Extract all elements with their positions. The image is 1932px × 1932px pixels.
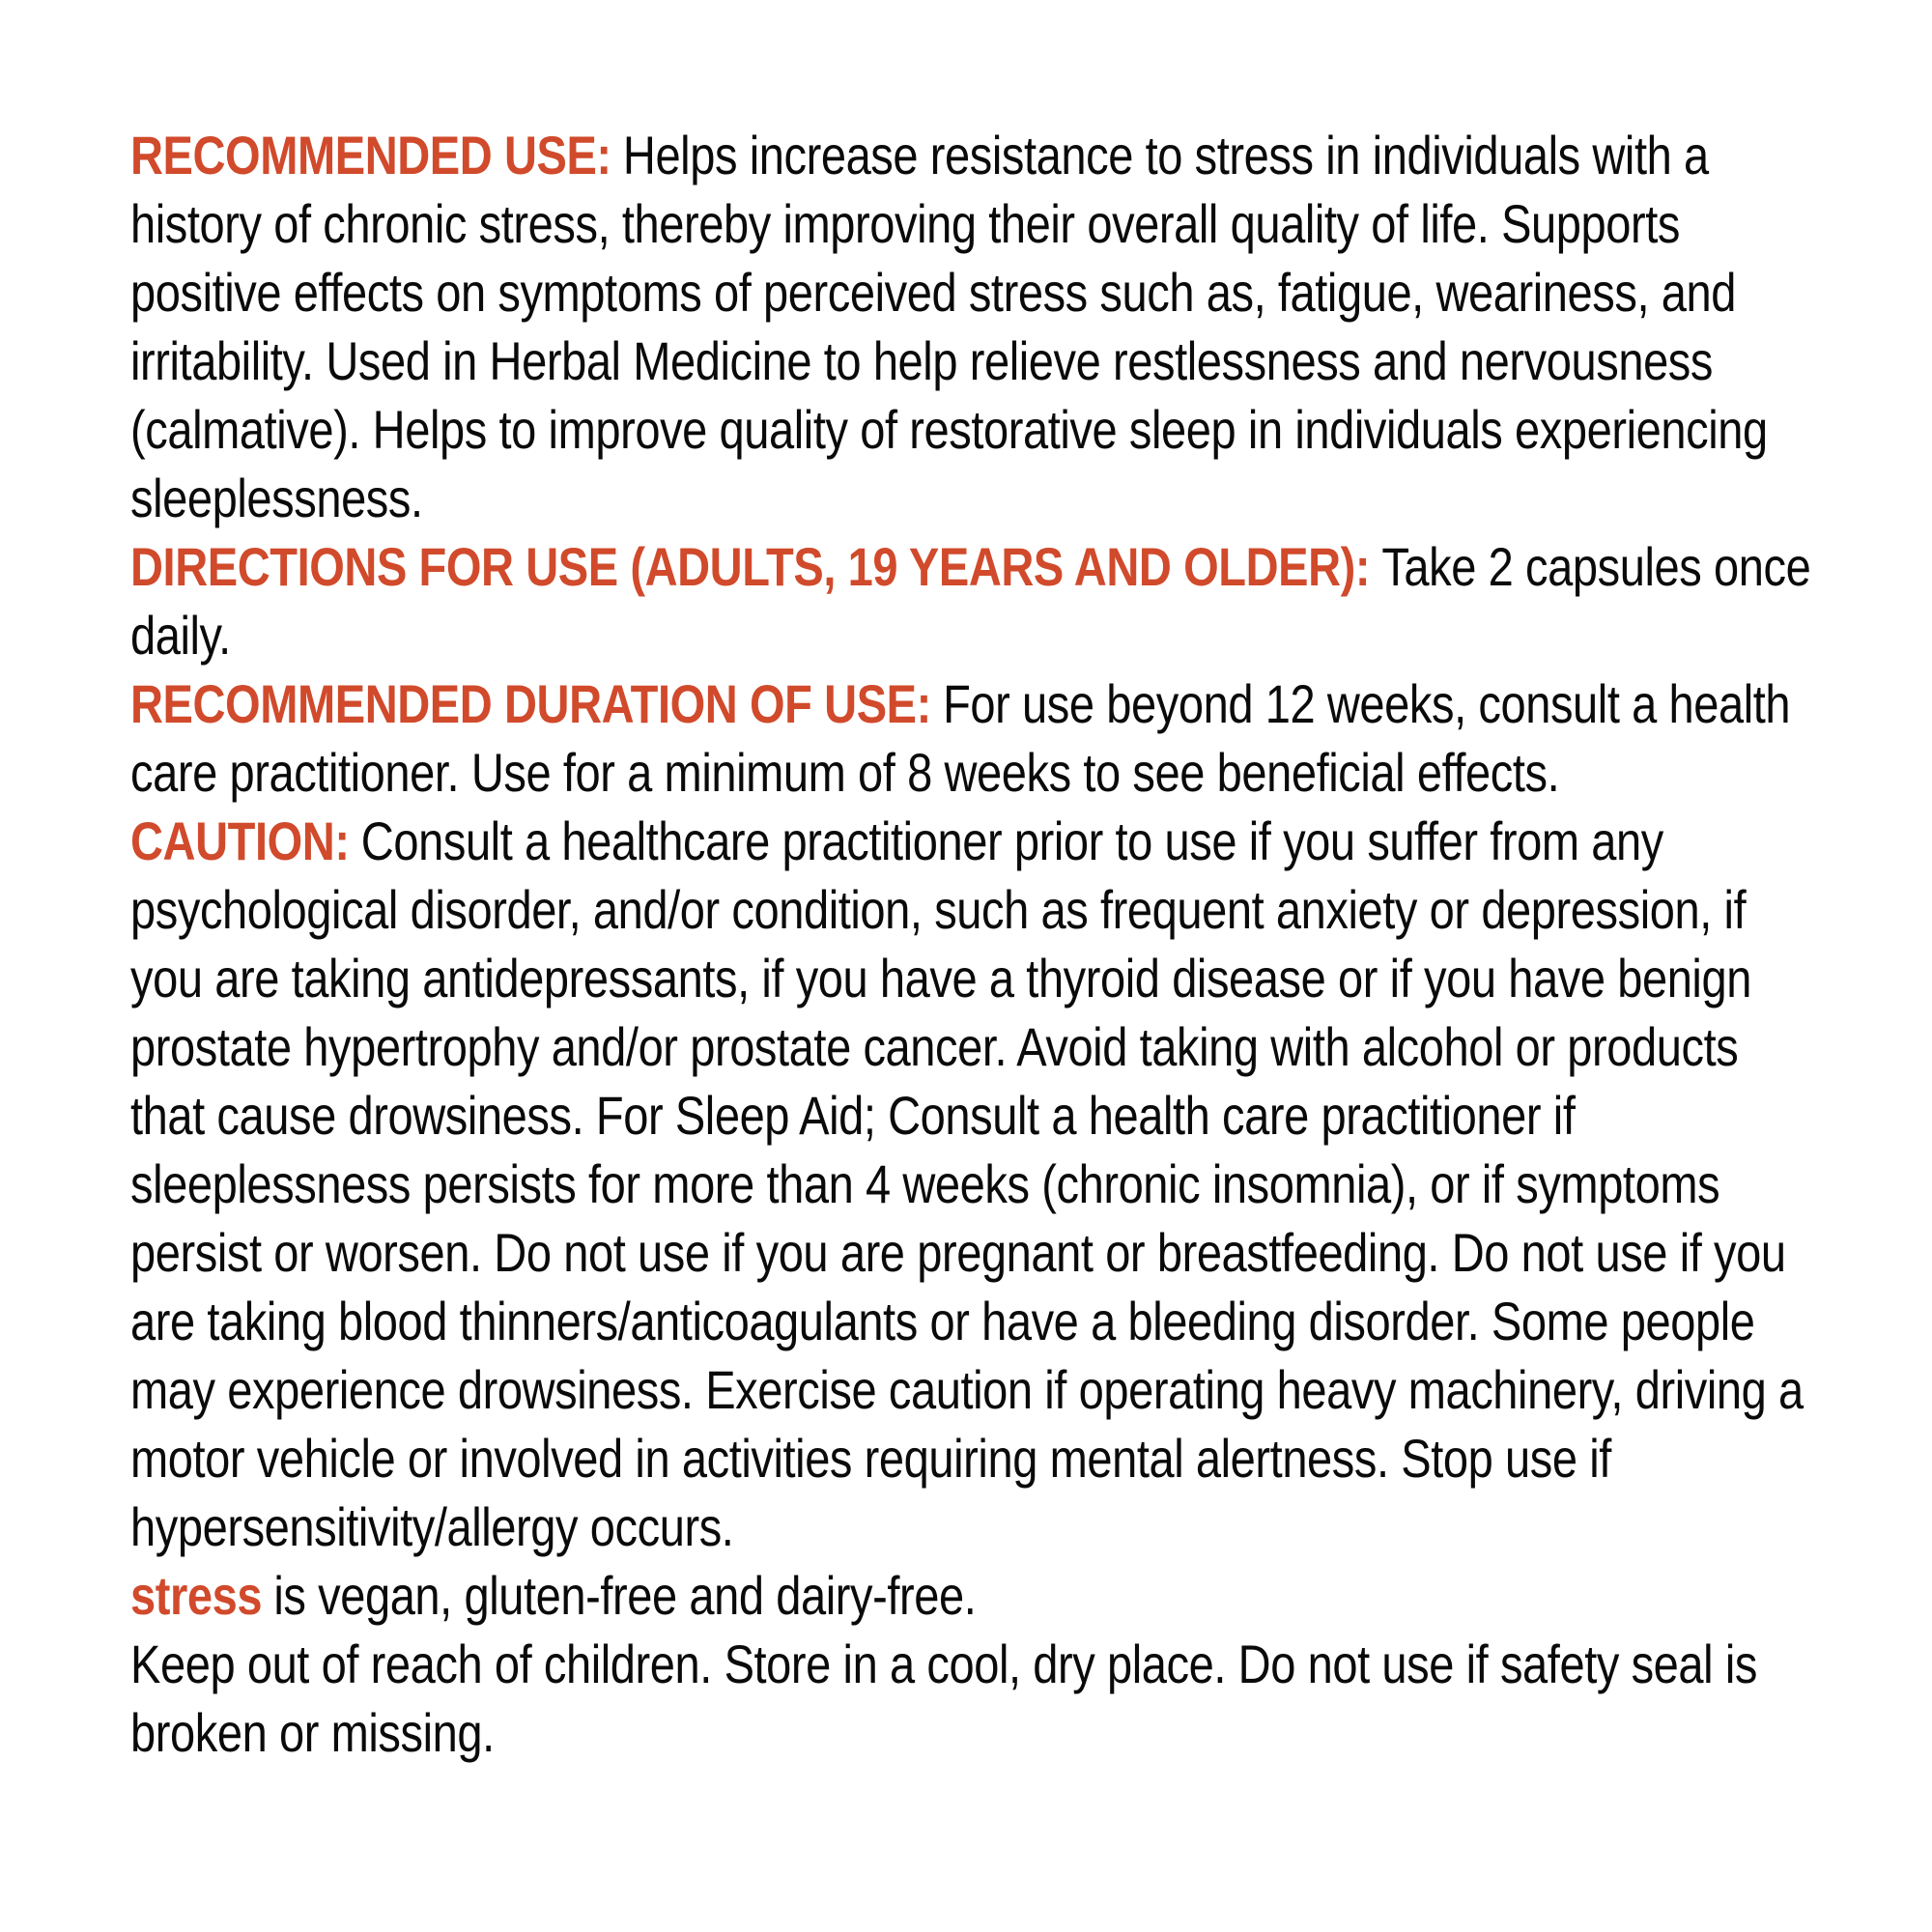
section-body: Consult a healthcare practitioner prior to use if you suffer from any psychological disorder, and/or condition, such as frequent anxiety or depression, if you are taking antidepressants, if you have a thyroid disease or if you have benign prostate hypertrophy and/or prostate cancer. Avoid taking with alcohol or products that cause drowsiness. For Sleep Aid; Consult a health care practitioner if sleeplessness persists for more than 4 weeks (chronic insomnia), or if symptoms persist or worsen. Do not use if you are pregnant or breastfeeding. Do not use if you are taking blood thinners/anticoagulants or have a bleeding disorder. Some people may experience drowsiness. Exercise caution if operating heavy machinery, driving a motor vehicle or involved in activities requiring mental alertness. Stop use if hypersensitivity/allergy occurs. bbox=[130, 810, 1804, 1557]
section-recommended-duration bbox=[130, 669, 1818, 807]
section-heading: RECOMMENDED USE: bbox=[130, 125, 611, 185]
section-heading: CAUTION: bbox=[130, 810, 350, 871]
section-storage-warning bbox=[130, 1630, 1818, 1767]
label-text-block bbox=[130, 121, 1818, 1767]
section-body: Take 2 capsules once daily. bbox=[130, 536, 1811, 666]
section-brand-claims bbox=[130, 1561, 1818, 1630]
section-recommended-use bbox=[130, 121, 1818, 532]
section-heading: DIRECTIONS FOR USE (ADULTS, 19 YEARS AND OLDER): bbox=[130, 536, 1371, 597]
section-body: For use beyond 12 weeks, consult a health care practitioner. Use for a minimum of 8 weeks to see beneficial effects. bbox=[130, 673, 1791, 803]
section-body: is vegan, gluten-free and dairy-free. bbox=[273, 1565, 977, 1626]
brand-name: stress bbox=[130, 1565, 263, 1626]
section-body: Helps increase resistance to stress in individuals with a history of chronic stress, thereby improving their overall quality of life. Supports positive effects on symptoms of perceived stress such as, fatigue, weariness, and irritability. Used in Herbal Medicine to help relieve restlessness and nervousness (calmative). Helps to improve quality of restorative sleep in individuals experiencing sleeplessness. bbox=[130, 125, 1768, 528]
section-heading: RECOMMENDED DURATION OF USE: bbox=[130, 673, 931, 734]
section-body: Keep out of reach of children. Store in a cool, dry place. Do not use if safety seal is broken or missing. bbox=[130, 1634, 1757, 1763]
section-caution bbox=[130, 807, 1818, 1561]
section-directions-for-use bbox=[130, 532, 1818, 669]
